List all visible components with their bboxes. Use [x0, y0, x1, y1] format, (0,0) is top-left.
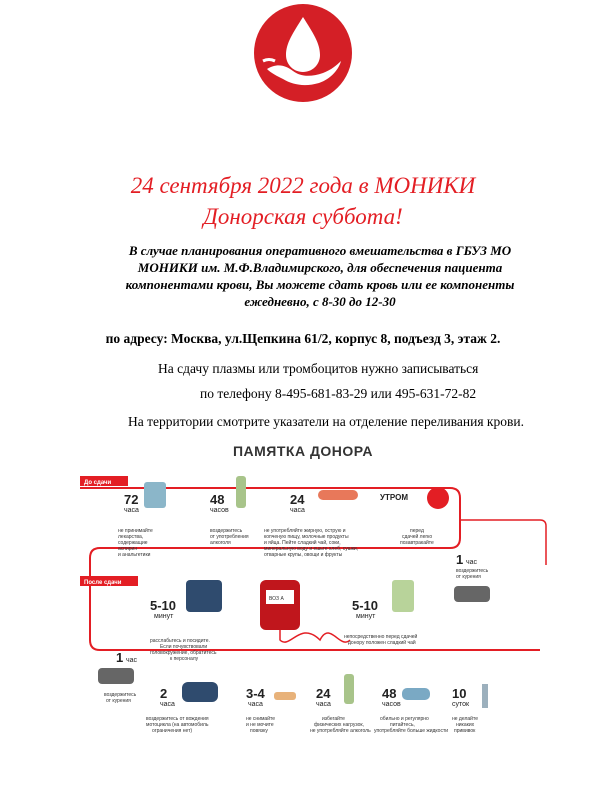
svg-text:часов: часов [210, 507, 229, 514]
blood-bag [260, 580, 350, 642]
svg-text:3-4: 3-4 [246, 686, 265, 701]
svg-text:физических нагрузок,: физических нагрузок, [314, 722, 364, 728]
svg-text:прививок: прививок [454, 728, 476, 734]
svg-text:1: 1 [116, 650, 124, 665]
food-icon [402, 688, 430, 700]
motorcycle-icon [182, 682, 218, 702]
directions-note: На территории смотрите указатели на отделение переливания крови. [128, 414, 524, 429]
svg-text:к персоналу: к персоналу [170, 656, 199, 662]
svg-text:10: 10 [452, 686, 467, 701]
svg-text:от курения: от курения [456, 574, 481, 580]
tea-icon [392, 580, 414, 612]
svg-text:5-10: 5-10 [150, 598, 177, 613]
medicine-icon [144, 482, 166, 508]
svg-text:Если почувствовали: Если почувствовали [160, 644, 208, 650]
svg-text:и анальгетики: и анальгетики [118, 552, 151, 558]
svg-text:минут: минут [356, 613, 376, 620]
svg-text:питайтесь,: питайтесь, [390, 722, 415, 728]
svg-text:часов: часов [382, 701, 401, 708]
svg-text:донору положен сладкий чай: донору положен сладкий чай [348, 640, 416, 646]
svg-text:воздержитесь: воздержитесь [104, 692, 137, 698]
before-step-24 [264, 490, 358, 558]
svg-text:час: час [126, 657, 138, 664]
svg-text:1: 1 [456, 552, 464, 567]
apple-icon [427, 487, 449, 509]
svg-text:отварные крупы, овощи и фрукты: отварные крупы, овощи и фрукты [264, 552, 343, 558]
svg-text:час: час [466, 559, 478, 566]
bottom-step-3-4 [246, 686, 296, 734]
svg-text:24: 24 [316, 686, 331, 701]
syringe-icon [482, 684, 488, 708]
svg-text:48: 48 [210, 492, 225, 507]
svg-text:от употребления: от употребления [210, 534, 249, 540]
bottle-icon [236, 476, 246, 508]
address-text: по адресу: Москва, ул.Щепкина 61/2, корпус 8, подъезд 3, этаж 2. [105, 331, 501, 346]
svg-text:48: 48 [382, 686, 397, 701]
svg-text:алкоголя: алкоголя [210, 540, 231, 546]
armchair-icon [186, 580, 222, 612]
svg-text:расслабьтесь и посидите.: расслабьтесь и посидите. [150, 638, 210, 644]
memo-title: ПАМЯТКА ДОНОРА [232, 443, 374, 459]
svg-text:часа: часа [248, 701, 263, 708]
svg-text:не снимайте: не снимайте [246, 716, 276, 722]
svg-text:воздержитесь от вождения: воздержитесь от вождения [146, 716, 209, 722]
svg-text:часа: часа [316, 701, 331, 708]
svg-text:минеральную воду и ешьте хлеб,: минеральную воду и ешьте хлеб, сушки, [264, 546, 359, 552]
bottom-step-48 [374, 686, 448, 734]
phone-text: по телефону 8-495-681-83-29 или 495-631-72-82 [200, 386, 477, 401]
svg-text:часа: часа [124, 507, 139, 514]
blood-bag-icon [260, 580, 300, 630]
svg-text:не делайте: не делайте [452, 716, 478, 722]
registration-note: На сдачу плазмы или тромбоцитов нужно записываться [158, 361, 479, 376]
svg-text:обильно и регулярно: обильно и регулярно [380, 716, 429, 722]
svg-text:минут: минут [154, 613, 174, 620]
svg-text:позавтракайте: позавтракайте [400, 540, 434, 546]
svg-text:содержащие: содержащие [118, 540, 148, 546]
svg-text:УТРОМ: УТРОМ [380, 493, 408, 502]
svg-text:мотоцикла (на автомобиль: мотоцикла (на автомобиль [146, 722, 209, 728]
bottom-step-24 [310, 674, 371, 734]
event-title: 24 сентября 2022 года в МОНИКИ [130, 173, 476, 198]
svg-text:перед: перед [410, 528, 424, 534]
svg-text:воздержитесь: воздержитесь [210, 528, 243, 534]
intro-text: В случае планирования оперативного вмешательства в ГБУЗ МО МОНИКИ им. М.Ф.Владимирского, для обеспечения пациента компонентами крови, Вы можете сдать кровь или ее компоненты ежедневно, с 8-30 до 12-30 [125, 243, 515, 309]
svg-text:не принимайте: не принимайте [118, 528, 153, 534]
svg-text:воздержитесь: воздержитесь [456, 568, 489, 574]
svg-text:суток: суток [452, 701, 470, 708]
svg-text:избегайте: избегайте [322, 716, 345, 722]
after-step-rest [150, 580, 222, 662]
svg-text:5-10: 5-10 [352, 598, 379, 613]
side-left-step [98, 650, 138, 704]
bottom-step-2 [146, 682, 218, 734]
svg-text:никаких: никаких [456, 722, 475, 728]
svg-text:сдачей легко: сдачей легко [402, 534, 433, 540]
svg-text:ВОЗ А: ВОЗ А [269, 596, 284, 602]
svg-text:непосредственно перед сдачей: непосредственно перед сдачей [344, 634, 418, 640]
side-right-step [454, 552, 490, 602]
svg-text:и не мочите: и не мочите [246, 722, 274, 728]
svg-text:употребляйте больше жидкости: употребляйте больше жидкости [374, 728, 449, 734]
before-step-morning [380, 487, 449, 546]
hotdog-icon [318, 490, 358, 500]
svg-text:часа: часа [160, 701, 175, 708]
svg-text:не употребляйте алкоголь: не употребляйте алкоголь [310, 728, 371, 734]
bandage-icon [274, 692, 296, 700]
svg-text:от курения: от курения [106, 698, 131, 704]
event-subtitle: Донорская суббота! [203, 204, 403, 229]
svg-text:аспирин: аспирин [118, 546, 138, 552]
cigarette-icon [454, 586, 490, 602]
svg-text:головокружение, обратитесь: головокружение, обратитесь [150, 650, 217, 656]
cigarette-icon-2 [98, 668, 134, 684]
before-label: До сдачи [84, 480, 112, 486]
svg-text:повязку: повязку [250, 728, 268, 734]
before-step-72 [118, 482, 166, 558]
svg-text:и яйца. Пейте сладкий чай, сок: и яйца. Пейте сладкий чай, соки, [264, 540, 341, 546]
svg-text:лекарства,: лекарства, [118, 534, 144, 540]
svg-text:копченую пищу, молочные продук: копченую пищу, молочные продукты [264, 534, 349, 540]
svg-text:24: 24 [290, 492, 305, 507]
after-step-tea [344, 580, 417, 646]
bottle-icon-2 [344, 674, 354, 704]
svg-text:2: 2 [160, 686, 168, 701]
before-step-48 [210, 476, 249, 546]
svg-text:ограничения нет): ограничения нет) [152, 728, 193, 734]
after-label: После сдачи [84, 580, 122, 586]
svg-text:72: 72 [124, 492, 139, 507]
svg-text:часа: часа [290, 507, 305, 514]
svg-text:не употребляйте жирную, острую: не употребляйте жирную, острую и [264, 528, 346, 534]
donor-memo-infographic [80, 460, 550, 790]
bottom-step-10 [452, 684, 488, 734]
donor-logo-icon [253, 3, 353, 103]
